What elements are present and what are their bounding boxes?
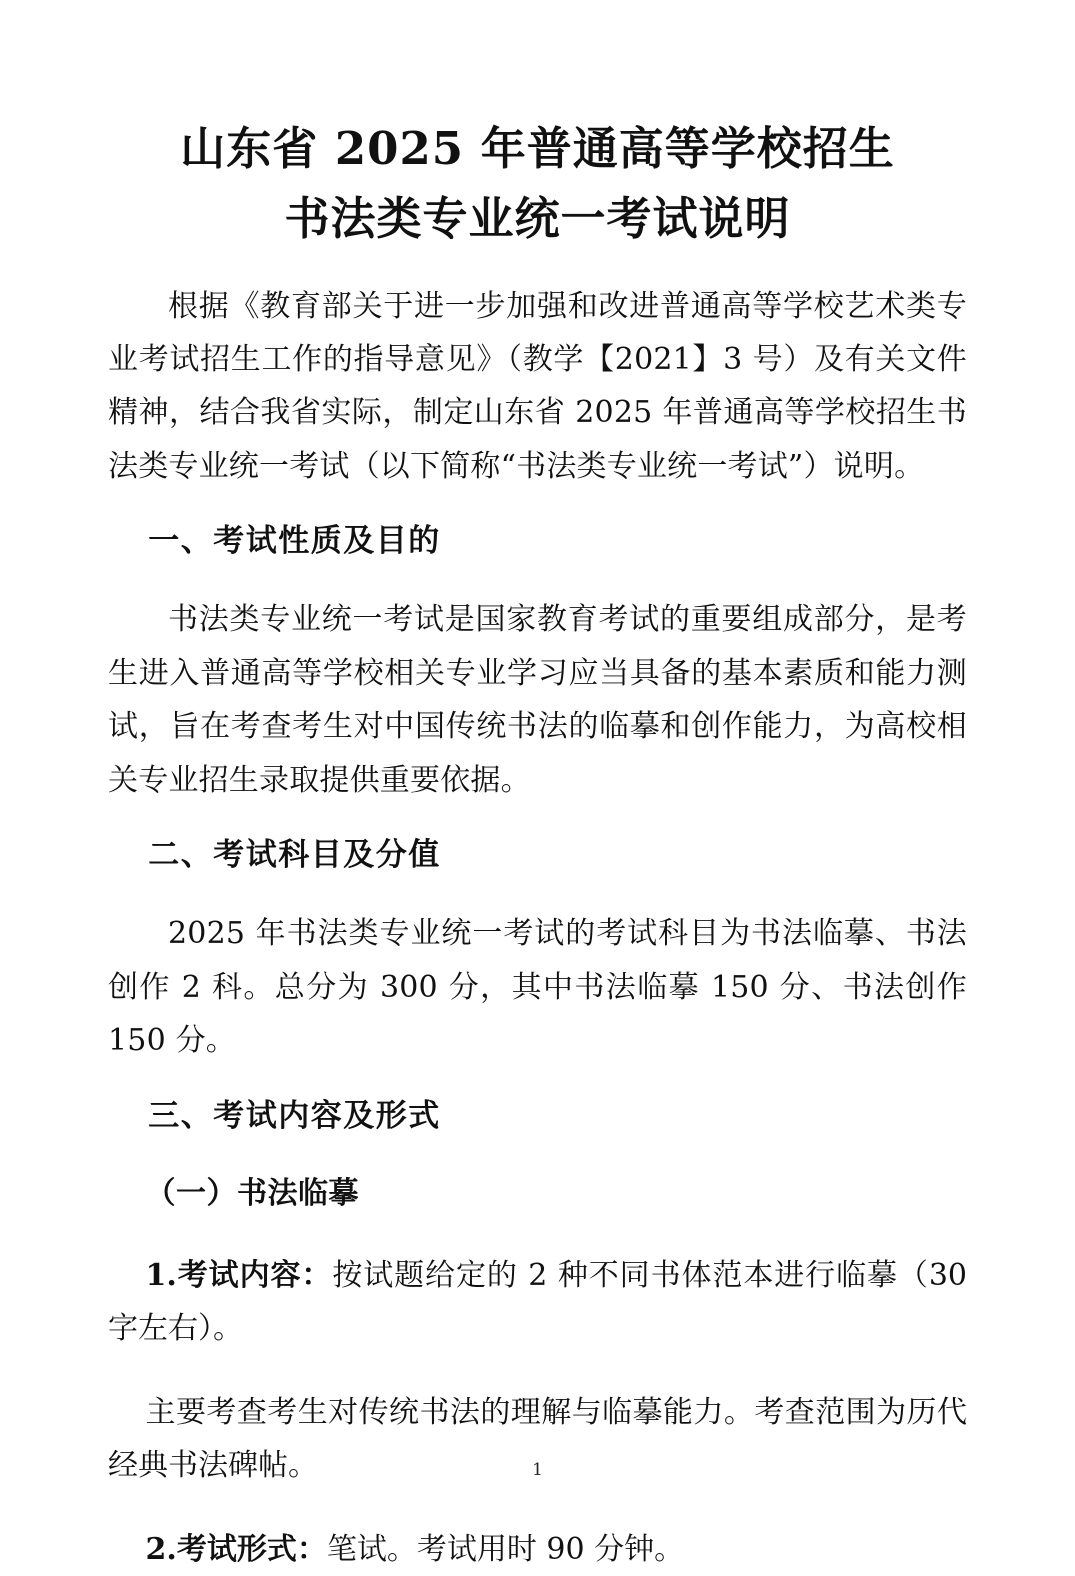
page-number: 1: [532, 1460, 543, 1480]
item-exam-format: [108, 1523, 967, 1576]
sub-heading-calligraphy-copy: （一）书法临摹: [145, 1176, 359, 1212]
section-paragraph-1: 书法类专业统一考试是国家教育考试的重要组成部分，是考生进入普通高等学校相关专业学习应当具备的基本素质和能力测试，旨在考查考生对中国传统书法的临摹和创作能力，为高校相关专业招生录取提供重要依据。: [108, 602, 967, 798]
page-title-line-2: 书法类专业统一考试说明: [284, 191, 791, 245]
section-heading-3: 三、考试内容及形式: [148, 1097, 441, 1134]
page-title-line-1: 山东省 2025 年普通高等学校招生: [180, 122, 895, 175]
item-exam-content: [108, 1249, 967, 1356]
item-exam-scope-text: 主要考查考生对传统书法的理解与临摹能力。考查范围为历代经典书法碑帖。: [108, 1394, 967, 1484]
section-paragraph-2: 2025 年书法类专业统一考试的考试科目为书法临摹、书法创作 2 科。总分为 300 分，其中书法临摹 150 分、书法创作 150 分。: [108, 916, 967, 1059]
section-heading-1: 一、考试性质及目的: [148, 523, 441, 560]
item-exam-format-label: 2.考试形式：: [145, 1531, 327, 1567]
page-title: [108, 114, 967, 254]
item-exam-format-text: 笔试。考试用时 90 分钟。: [326, 1531, 685, 1567]
item-exam-content-label: 1.考试内容：: [145, 1258, 333, 1294]
intro-paragraph: 根据《教育部关于进一步加强和改进普通高等学校艺术类专业考试招生工作的指导意见》（教学【2021】3 号）及有关文件精神，结合我省实际，制定山东省 2025 年普通高等学校招生书法类专业统一考试（以下简称“书法类专业统一考试”）说明。: [108, 288, 967, 484]
item-exam-content-text: 按试题给定的 2 种不同书体范本进行临摹（30 字左右）。: [108, 1258, 967, 1347]
section-heading-2: 二、考试科目及分值: [148, 837, 441, 874]
